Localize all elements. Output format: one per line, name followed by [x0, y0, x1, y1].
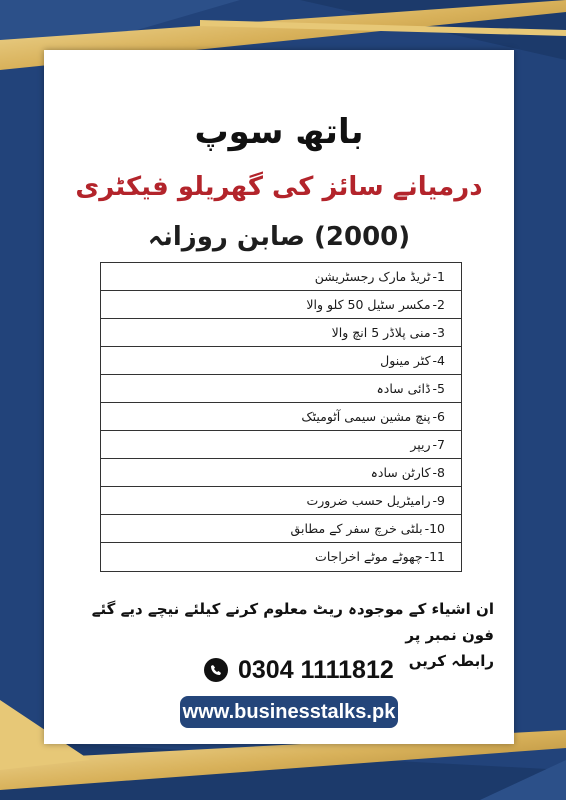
- contact-line-1: ان اشیاء کے موجودہ ریٹ معلوم کرنے کیلئے نیچے دیے گئے فون نمبر پر: [91, 600, 494, 644]
- item-number: 6-: [432, 409, 445, 424]
- item-text: ڈائی سادہ: [376, 381, 431, 396]
- item-text: پنچ مشین سیمی آٹومیٹک: [301, 409, 431, 424]
- phone-number[interactable]: [204, 654, 394, 686]
- item-number: 9-: [432, 493, 445, 508]
- item-number: 8-: [432, 465, 445, 480]
- item-text: منی پلاڈر 5 انچ والا: [331, 325, 431, 340]
- item-number: 7-: [432, 437, 445, 452]
- list-item: [101, 543, 461, 571]
- item-text: ریپر: [410, 437, 431, 452]
- list-item: [101, 319, 461, 347]
- item-number: 1-: [432, 269, 445, 284]
- item-text: رامیٹریل حسب ضرورت: [306, 493, 431, 508]
- item-text: ٹریڈ مارک رجسٹریشن: [314, 269, 431, 284]
- whatsapp-icon: [204, 658, 228, 682]
- item-number: 4-: [432, 353, 445, 368]
- page-title: باتھ سوپ: [194, 112, 364, 152]
- list-item: [101, 263, 461, 291]
- item-number: 11-: [424, 549, 445, 564]
- website-link[interactable]: www.businesstalks.pk: [180, 696, 398, 728]
- list-item: [101, 459, 461, 487]
- item-text: مکسر سٹیل 50 کلو والا: [306, 297, 431, 312]
- contact-line-2: رابطہ کریں: [408, 652, 494, 670]
- item-number: 3-: [432, 325, 445, 340]
- item-number: 10-: [424, 521, 445, 536]
- list-item: [101, 291, 461, 319]
- item-number: 5-: [432, 381, 445, 396]
- list-item: [101, 431, 461, 459]
- item-text: بلٹی خرچ سفر کے مطابق: [290, 521, 423, 536]
- list-item: [101, 487, 461, 515]
- item-text: چھوٹے موٹے اخراجات: [315, 549, 423, 564]
- page-subtitle: درمیانے سائز کی گھریلو فیکٹری: [75, 172, 483, 202]
- items-list: [100, 262, 462, 572]
- list-item: [101, 515, 461, 543]
- list-item: [101, 347, 461, 375]
- capacity-line: (2000) صابن روزانہ: [147, 222, 411, 252]
- content-card: [44, 50, 514, 744]
- list-item: [101, 375, 461, 403]
- item-number: 2-: [432, 297, 445, 312]
- phone-number-text: 0304 1111812: [238, 655, 394, 684]
- item-text: کٹر مینول: [380, 353, 431, 368]
- item-text: کارٹن سادہ: [370, 465, 431, 480]
- list-item: [101, 403, 461, 431]
